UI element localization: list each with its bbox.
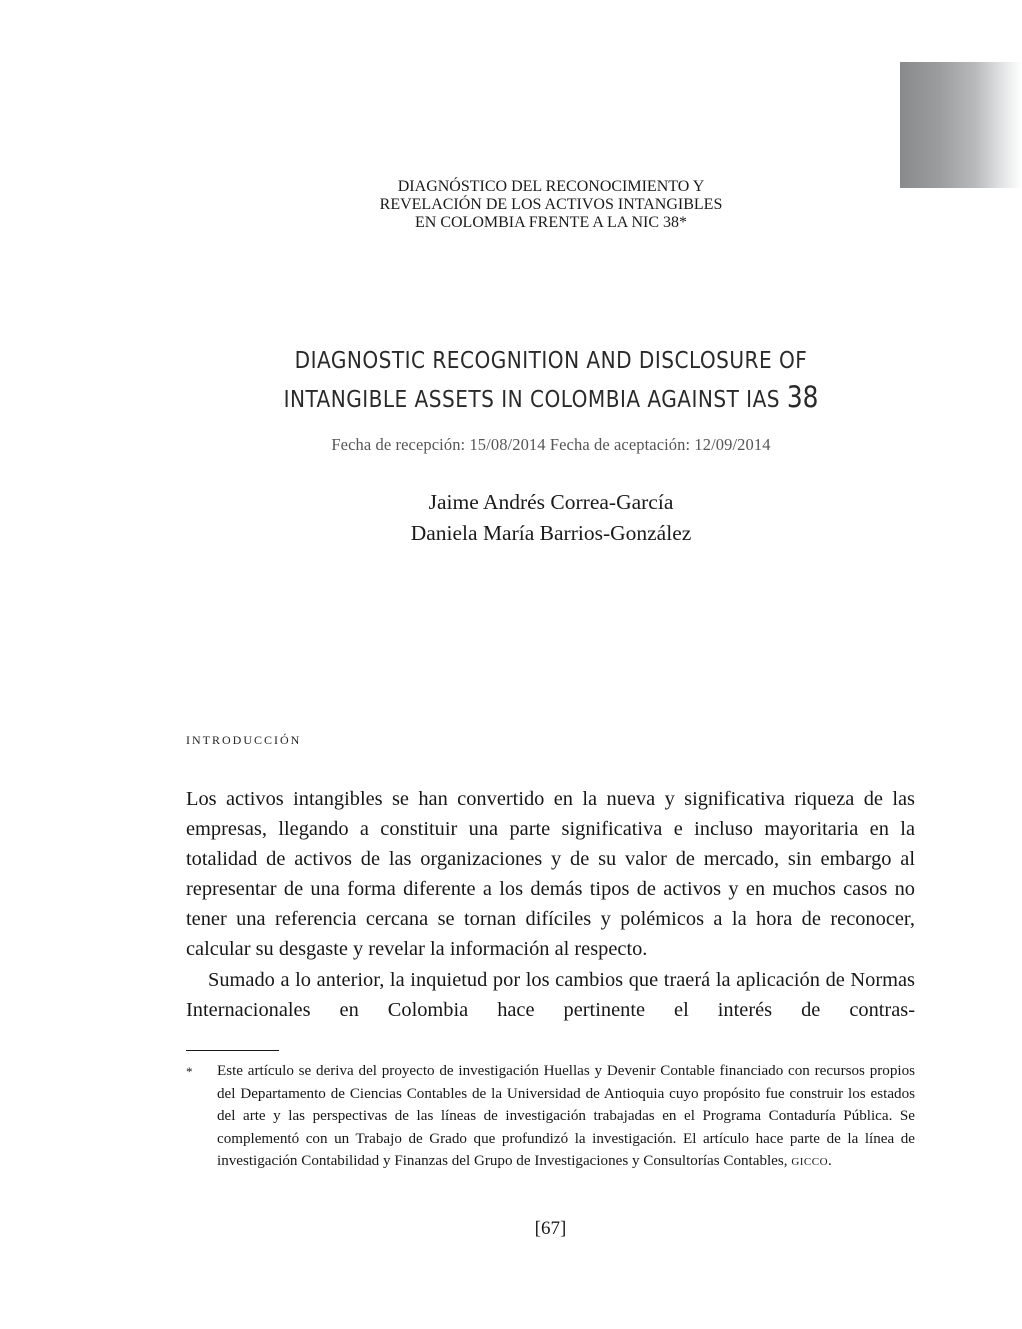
article-title-spanish (186, 178, 916, 232)
title-line-2: REVELACIÓN DE LOS ACTIVOS INTANGIBLES (379, 196, 723, 213)
section-heading-introduccion: introducción (186, 729, 302, 748)
title-footnote-marker: * (679, 214, 687, 231)
author-name-1: Jaime Andrés Correa-García (428, 490, 674, 514)
corner-gradient-decoration (900, 62, 1022, 188)
author-list (186, 487, 916, 549)
footnote-text-main: Este artículo se deriva del proyecto de investigación Huellas y Devenir Contable financiado con recursos propios del Departamento de Ciencias Contables de la Universidad de Antioquia cuyo propósito fue construir los estados del arte y las perspectivas de las líneas de investigación trabajadas en el Programa Contaduría Pública. Se complementó con un Trabajo de Grado que profundizó la investigación. El artículo hace parte de la línea de investigación Contabilidad y Finanzas del Grupo de Investigaciones y Consultorías Contables, (217, 1063, 915, 1170)
page-number: [67] (534, 1218, 567, 1239)
footnote-body (217, 1060, 915, 1173)
body-text (186, 784, 915, 1055)
footnote-acronym-gicco: gicco (791, 1153, 829, 1170)
footnote-separator-rule (186, 1050, 279, 1051)
subtitle-standard-number: 38 (786, 380, 819, 414)
title-standard-number: 38 (663, 214, 679, 231)
title-line-1: DIAGNÓSTICO DEL RECONOCIMIENTO Y (397, 178, 705, 195)
subtitle-line-2-text: INTANGIBLE ASSETS IN COLOMBIA AGAINST IAS (283, 385, 787, 413)
footnote-marker: * (186, 1064, 193, 1079)
subtitle-line-1: DIAGNOSTIC RECOGNITION AND DISCLOSURE OF (294, 346, 808, 374)
title-line-3 (186, 214, 916, 232)
body-paragraph-1: Los activos intangibles se han convertido en la nueva y significativa riqueza de las empresas, llegando a constituir una parte significativa e incluso mayoritaria en la totalidad de activos de las organizaciones y de su valor de mercado, sin embargo al representar de una forma diferente a los demás tipos de activos y en muchos casos no tener una referencia cercana se tornan difíciles y polémicos a la hora de reconocer, calcular su desgaste y revelar la información al respecto. (186, 788, 915, 961)
footnote-text-end: . (828, 1153, 832, 1170)
publication-dates: Fecha de recepción: 15/08/2014 Fecha de aceptación: 12/09/2014 (331, 435, 771, 454)
author-name-2: Daniela María Barrios-González (410, 521, 692, 545)
title-line-3-text: EN COLOMBIA FRENTE A LA NIC (414, 214, 663, 231)
subtitle-line-2 (204, 379, 898, 418)
body-paragraph-2: Sumado a lo anterior, la inquietud por los cambios que traerá la aplicación de Normas Internacionales en Colombia hace pertinente el interés de contras- (186, 968, 915, 1021)
footnote (186, 1060, 915, 1173)
article-title-english (204, 342, 898, 418)
